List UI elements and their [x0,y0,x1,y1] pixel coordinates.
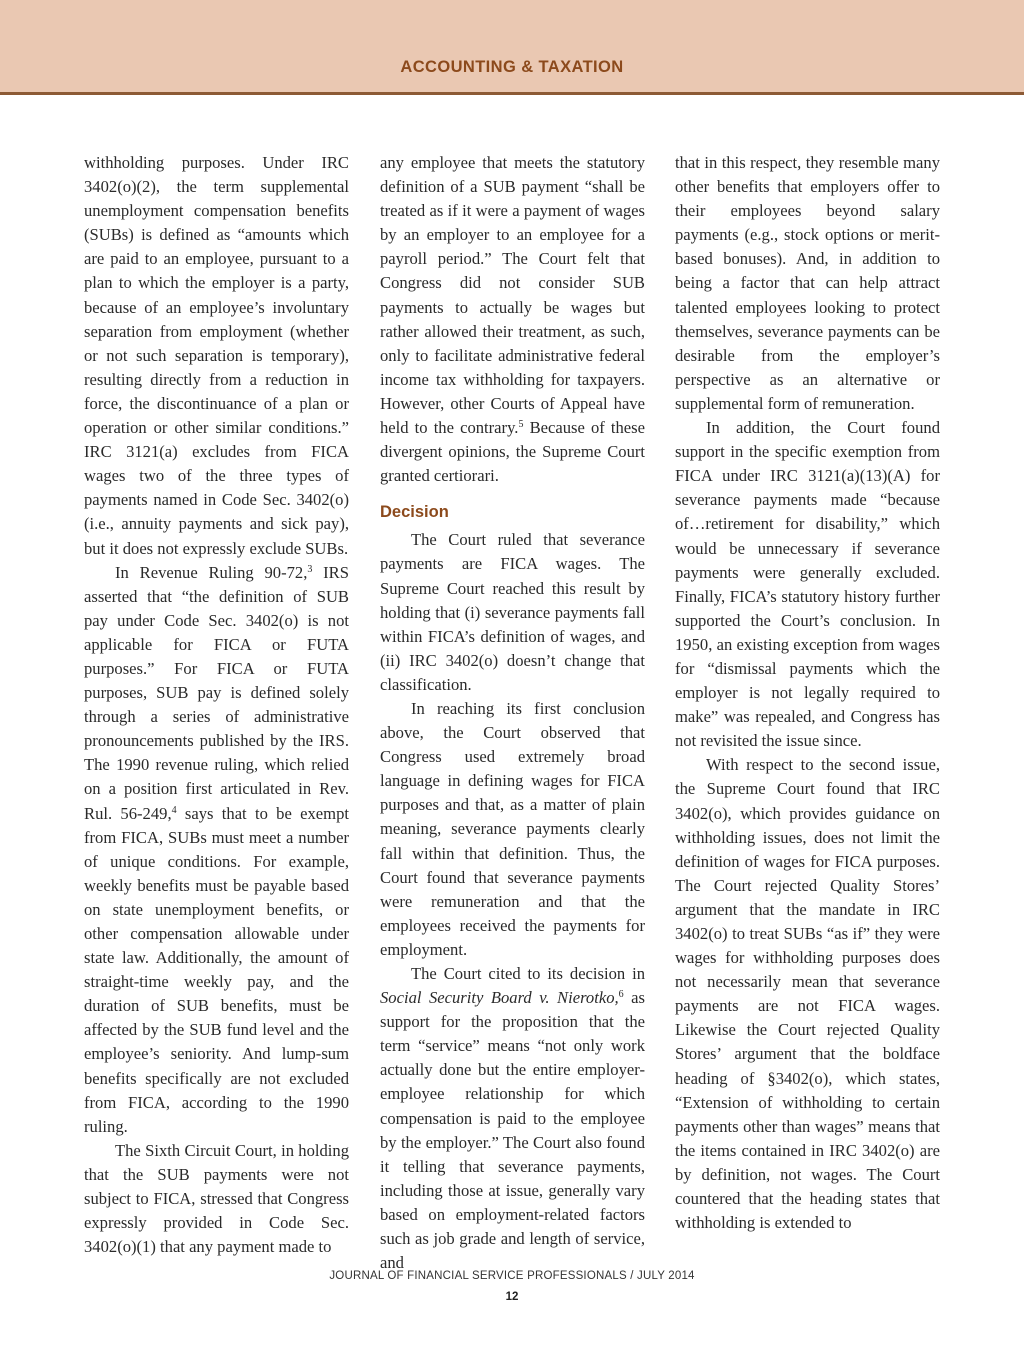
text-run: Because of these divergent opinions, the Supreme Court granted certiorari. [380,418,645,486]
text-run: IRS asserted that “the definition of SUB pay under Code Sec. 3402(o) is not applicable for FICA or FUTA purposes.” For FICA or FUTA purposes, SUB pay is defined solely through a series of administrative pronouncements published by the IRS. The 1990 revenue ruling, which relied on a position first articulated in Rev. Rul. 56-249, [84,562,349,823]
footnote-ref: 3 [307,563,313,575]
paragraph [380,151,645,488]
footnote-ref: 4 [171,804,177,816]
paragraph: In addition, the Court found support in the specific exemption from FICA under IRC 3121(a)(13)(A) for severance payments made “because of…retirement for disability,” which would be unnecessary if severance payments were generally excluded. Finally, FICA’s statutory history further supported the Court’s conclusion. In 1950, an existing exception from wages for “dismissal payments which the employer is not legally required to make” was repealed, and Congress has not revisited the issue since. [675,418,940,751]
text-column-3 [675,151,940,1235]
text-run: says that to be exempt from FICA, SUBs must meet a number of unique conditions. For example, weekly benefits must be payable based on state unemployment benefits, or other compensation allowable under state law. Additionally, the amount of straight-time weekly pay, and the duration of SUB benefits, must be affected by the SUB fund level and the employee’s seniority. And lump-sum benefits specifically are not excluded from FICA, according to the 1990 ruling. [84,803,349,1136]
text-run: In Revenue Ruling 90-72, [115,562,308,582]
paragraph: With respect to the second issue, the Supreme Court found that IRC 3402(o), which provides guidance on withholding issues, does not limit the definition of wages for FICA purposes. The Court rejected Quality Stores’ argument that the mandate in IRC 3402(o) to treat SUBs “as if” they were wages for withholding purposes does not necessarily mean that severance payments are not FICA wages. Likewise the Court rejected Quality Stores’ argument that the boldface heading of §3402(o), which states, “Extension of withholding to certain payments other than wages” means that the items contained in IRC 3402(o) are by definition, not wages. The Court countered that the heading states that withholding is extended to [675,755,940,1233]
page-number: 12 [505,1291,519,1303]
section-heading: Decision [380,503,449,522]
paragraph: In reaching its first conclusion above, the Court observed that Congress used extremely broad language in defining wages for FICA purposes and that, as a matter of plain meaning, severance payments clearly fall within that definition. Thus, the Court found that severance payments were remuneration and that the employees received the payments for employment. [380,698,645,959]
paragraph [84,561,349,1139]
footnote-ref: 5 [518,419,524,431]
paragraph: withholding purposes. Under IRC 3402(o)(2), the term supplemental unemployment compensation benefits (SUBs) is defined as “amounts which are paid to an employee, pursuant to a plan to which the employer is a party, because of an employee’s involuntary separation from employment (whether or not such separation is temporary), resulting directly from a reduction in force, the discontinuance of a plan or operation or other similar conditions.” IRC 3121(a) excludes from FICA wages two of the three types of payments named in Code Sec. 3402(o) (i.e., annuity payments and sick pay), but it does not expressly exclude SUBs. [84,153,349,558]
section-title: ACCOUNTING & TAXATION [400,58,624,76]
paragraph: The Sixth Circuit Court, in holding that the SUB payments were not subject to FICA, stressed that Congress expressly provided in Code Sec. 3402(o)(1) that any payment made to [84,1140,349,1257]
header-banner [0,0,1024,95]
paragraph: that in this respect, they resemble many other benefits that employers offer to their employees beyond salary payments (e.g., stock options or merit-based bonuses). And, in addition to being a factor that can help attract talented employees looking to protect themselves, severance payments can be desirable from the employer’s perspective as an alternative or supplemental form of remuneration. [675,153,940,413]
journal-footer: JOURNAL OF FINANCIAL SERVICE PROFESSIONALS / JULY 2014 [329,1270,695,1282]
case-citation: Social Security Board v. Nierotko, [380,988,619,1008]
text-column-2 [380,151,645,1275]
footnote-ref: 6 [618,989,624,1001]
text-run: any employee that meets the statutory definition of a SUB payment “shall be treated as if it were a payment of wages by an employer to an employee for a payroll period.” The Court felt that Congress did not consider SUB payments to actually be wages but rather allowed their treatment, as such, only to facilitate administrative federal income tax withholding for taxpayers. However, other Courts of Appeal have held to the contrary. [380,153,645,438]
text-column-1 [84,151,349,1259]
text-run: The Court cited to its decision in [411,964,645,983]
paragraph: The Court ruled that severance payments are FICA wages. The Supreme Court reached this result by holding that (i) severance payments fall within FICA’s definition of wages, and (ii) IRC 3402(o) doesn’t change that classification. [380,530,645,694]
text-run: as support for the proposition that the term “service” means “not only work actually done but the entire employer-employee relationship for which compensation is paid to the employee by the employer.” The Court also found it telling that severance payments, including those at issue, generally vary based on employment-related factors such as job grade and length of service, and [380,988,645,1273]
paragraph [380,962,645,1275]
